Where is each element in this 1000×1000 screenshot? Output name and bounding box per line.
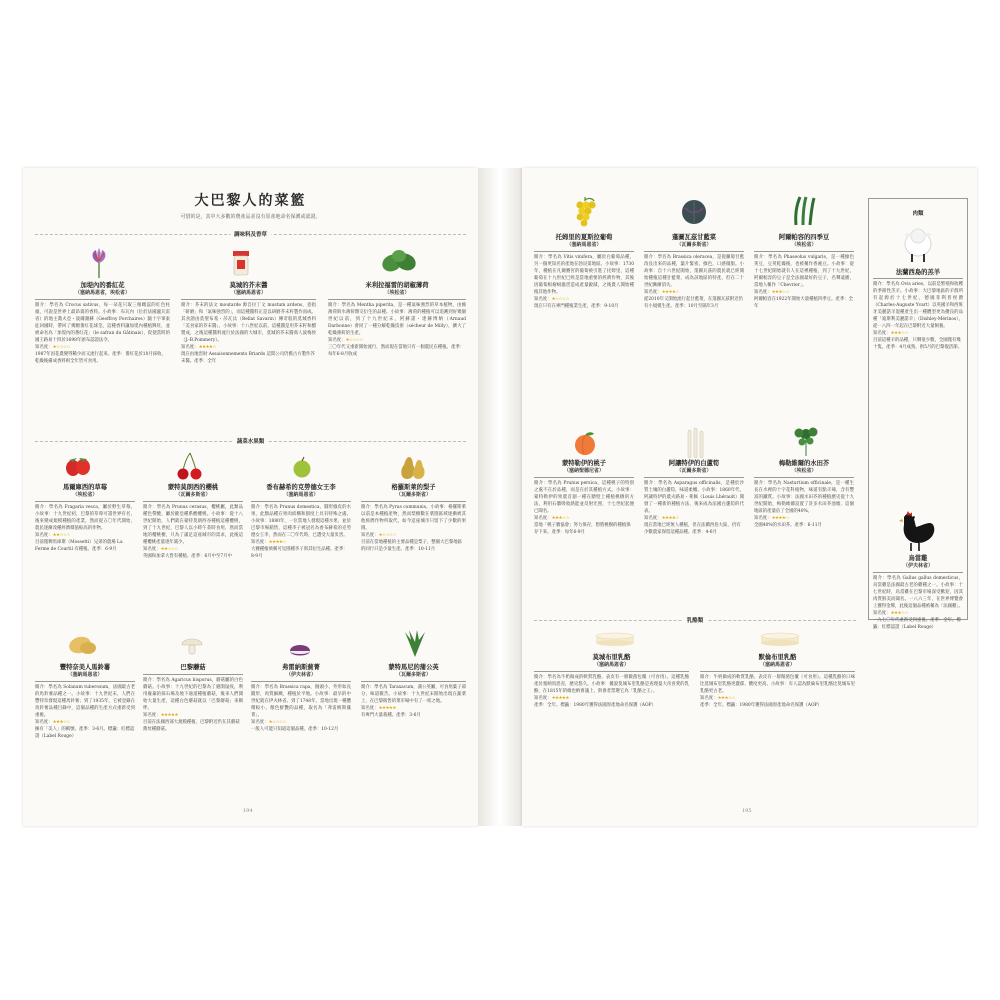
fruit-entry-pear <box>361 484 466 553</box>
spice-entry-saffron <box>35 282 170 365</box>
section-spices-label: 調味料及香草 <box>230 230 271 238</box>
page-title: 大巴黎人的菜籃 <box>194 193 307 209</box>
rule <box>143 501 243 502</box>
item-text: 簡介：學名為 Mentha piperita，是一種氣味強烈的草本植物，由綠薄荷與水薄荷雜交衍生的品種。小故事：薄荷的種植可以追溯到好幾個世紀以前，到了十九世紀末，阿赫諾・達赫博納（Arnaud Darbonne）會同了一種分解乾燥技術（sécheur de Milly），擴大了乾燥薄荷的生產。 <box>328 303 466 336</box>
rating-label: 知名度： <box>35 720 53 725</box>
item-text: 簡介：芥末的法文 moutarde 源自拉丁文 mustum ardens，意指「研磨」和「氣味強烈的」，而這種醬料正是以研磨芥末籽製作而成。其食譜由莫聖布希・莎瓦汰（Bellat Savarin）傳奇般的莫城香料「美食家的芥末醬」。小故事：十八世紀以前，這種醬是用芥末籽和醋製成，之後這種醬料流行於法國的大城市，莫城的芥末醬商人波梅侯（J.-B.Pommery）。 <box>181 303 316 343</box>
item-name: 蒙特馬尼的蒲公英 <box>388 664 439 671</box>
rating-stars: ★☆☆☆☆ <box>268 720 286 725</box>
item-text: 簡介：學名為 Fragaria vesca，屬於野生草莓。小故事：十九世紀初，巴黎的草莓可謂世界有名，後來變成規模種植的產業，然而從五〇年代開始，農民逐漸改種經濟價值較高的作物。 <box>35 505 135 531</box>
item-name: 默倫布里乳酪 <box>758 654 797 661</box>
rating-label: 知名度： <box>873 331 891 336</box>
item-text: 簡介：學名為牛奶做成的軟質乳酪，表皮有一層微菌包覆（可食用）。這種乳酪產於塞納馬恩省，歷史悠久。小故事：據說莫城布里乳酪是查理曼大帝喜愛的乳酪，在1815年的維也納會議上，與會者票選它為「乳酪之王」。 <box>534 675 689 694</box>
item-note: 產季：全年。標籤：1980年獲得法國原產地命名保護（AOP） <box>700 703 822 708</box>
rule <box>534 251 634 252</box>
fruit-entry-cherry <box>143 484 243 560</box>
rating-label: 知名度： <box>143 713 161 718</box>
rule <box>700 671 855 672</box>
item-place: （埃松省） <box>72 492 98 498</box>
item-place: （塞納馬恩省） <box>283 492 319 498</box>
meat-entry-houdan-chicken <box>873 555 963 631</box>
rating <box>644 515 744 522</box>
item-note: 全國40%的水田芥。產季：6-11月 <box>754 523 822 528</box>
page-number: 195 <box>742 808 752 814</box>
rating-label: 知名度： <box>534 696 552 701</box>
item-name: 烏當雞 <box>908 555 928 562</box>
asparagus-icon <box>684 426 706 458</box>
item-note: 一九七〇年代重新受到重視。產季：全年。標籤：紅標認證（Label Rouge） <box>873 618 961 630</box>
item-text: 簡介：學名為 Gallus gallus domesticus，烏當雞是法國最古老的雞種之一。小故事：十七世紀時，烏當雞在巴黎市場深受歡迎，因其肉質鮮美而聞名。一八六三年，在世界博覽會上獲得金牌，此後這個品種被稱為「法國雞」。 <box>873 576 964 609</box>
item-place: （瓦爾多斯省） <box>676 468 712 474</box>
rating-label: 知名度： <box>328 338 346 343</box>
rating-stars: ★★☆☆☆ <box>160 547 178 552</box>
left-page <box>23 168 478 826</box>
item-name: 格羅斯萊的梨子 <box>391 484 436 491</box>
item-name: 馬爾庫西的草莓 <box>62 484 108 491</box>
rating-label: 知名度： <box>361 706 379 711</box>
item-place: （瓦爾多斯省） <box>175 492 211 498</box>
rating-label: 知名度： <box>361 533 379 538</box>
item-name: 豐特奈美人馬鈴薯 <box>59 664 111 671</box>
item-place: （瓦爾多斯省） <box>676 242 712 248</box>
meat-entry-lamb <box>873 269 963 351</box>
item-name: 巴黎蘑菇 <box>180 664 206 671</box>
rating <box>873 610 963 617</box>
rating-stars: ★★★☆☆ <box>52 720 70 725</box>
rooster-icon <box>894 509 936 553</box>
item-name: 弗雷納斯蕪菁 <box>282 664 320 671</box>
item-note: 一般人可能只知道這個品種。產季：10-12月 <box>251 727 339 732</box>
rule <box>35 299 170 300</box>
page-number: 194 <box>243 808 253 814</box>
rating-stars: ★★★★★ <box>551 696 569 701</box>
dandelion-leaves-icon <box>399 628 431 658</box>
spice-entry-mustard <box>181 282 316 365</box>
page-subtitle: 可惜的是，其中大多數的農產品並沒有原產地命名保護或認證。 <box>180 214 321 220</box>
rule <box>644 251 744 252</box>
item-text: 簡介：學名為 Vitis vinifera，屬於白葡萄品種，另一個更知名的產地在勃艮第地區。小故事：1730年，種植在凡爾賽宮的葡萄被引進了托姆里，這種葡萄在十九世紀已經是當地重要的經濟作物，其後因葡萄根瘤蚜蟲害造成產量銳減，之後農人開始種植其他作物。 <box>534 255 634 295</box>
mint-leaves-icon <box>379 248 419 276</box>
rating <box>35 532 135 539</box>
item-text: 簡介：學名為 Nasturtium officinale，是一種生長在水裡的十字花科植物，味道有點辛辣，含有豐富的鐵質。小故事：法國水田芥的種植歷史從十九世紀開始，梅勒維爾設置了許多水田芥池塘，這個地區的產量佔了全國的40%。 <box>754 481 854 514</box>
rating-label: 知名度： <box>754 290 772 295</box>
rating-stars: ★★★★☆ <box>198 345 216 350</box>
rating <box>181 344 316 351</box>
item-note: 大賽種植被稱可見園種李子與其衍生品種。產季：8-9月 <box>251 547 348 559</box>
rating <box>35 344 170 351</box>
section-dairy-label: 乳酪類 <box>683 616 708 624</box>
item-name: 阿讓特伊的白蘆筍 <box>668 460 720 467</box>
veg-entry-dandelion <box>361 664 466 719</box>
rating-label: 知名度： <box>644 290 662 295</box>
rating-stars: ★★★☆☆ <box>890 611 908 616</box>
rule <box>754 251 854 252</box>
rating-label: 知名度： <box>754 516 772 521</box>
item-note: 1987年因花農變得稀少而又流行起來。產季：番紅花於10月採收，乾燥後備成香料則全年皆可食用。 <box>35 352 166 364</box>
item-note: 目前在當地種植的主要品種是梨子，整個大巴黎地區的同行只是少量生產。產季：10-11月 <box>361 540 462 552</box>
rating <box>328 337 466 344</box>
item-place: （塞納馬恩省） <box>230 290 266 296</box>
item-text: 簡介：學名為 Crocus sativus，每一朵花只取三根雌蕊的紅色柱頭，可說是世界上最昂貴的香料。小故事：布瓦內（位於法國盧瓦雷省）的地主喬夫亞・波爾謝赫（Geoffroy Porchaires）隨十字軍東征回國時，帶回了幾顆番紅花球莖。這種香料讓加堤內種植興旺，並被命名為「加堤內的番紅花」（le safran du Gâtinais），促使當時的國王路易十四於1698年頒布認證法令。 <box>35 303 170 343</box>
item-place: （塞納馬恩省） <box>759 662 795 668</box>
item-place: （塞納馬恩省） <box>566 242 602 248</box>
entry-peach <box>534 460 634 536</box>
green-beans-icon <box>791 196 819 226</box>
rating-stars: ★★★★★ <box>378 706 396 711</box>
rating-label: 知名度： <box>534 297 552 302</box>
item-note: 產季：全年。標籤：1980年獲得法國原產地命名保護（AOP） <box>534 703 656 708</box>
item-name: 蒙特莫朗西的櫻桃 <box>167 484 219 491</box>
item-name: 加堤內的番紅花 <box>80 282 125 289</box>
rating-stars: ★★★☆☆ <box>717 696 735 701</box>
rating <box>361 532 466 539</box>
rating <box>644 289 744 296</box>
rule <box>644 477 744 478</box>
rule <box>873 572 963 573</box>
item-name: 莫城的芥末醬 <box>229 282 268 289</box>
rating <box>35 719 135 726</box>
item-note: 有專門大量栽種。產季：3-6月 <box>361 713 421 718</box>
entry-green-beans <box>754 234 854 310</box>
section-fruit-label: 蔬菜水果類 <box>233 437 269 445</box>
item-text: 簡介：學名為 Solanum tuberosum，法國最古老的馬鈴薯品種之一。小故事：十九世紀末，人們在豐特奈發現這種馬鈴薯；到了1935年，它被登錄在馬鈴薯品種目錄中，這個品種的生產方式重新受到重視。 <box>35 685 135 718</box>
brie-cheese-icon <box>594 630 636 648</box>
entry-cabbage <box>644 234 744 310</box>
right-page <box>522 168 977 826</box>
rating-stars: ★★★★★ <box>160 713 178 718</box>
entry-asparagus <box>644 460 744 536</box>
cheese-entry-meaux <box>534 654 689 709</box>
item-place: （塞納聖德尼省） <box>563 468 604 474</box>
item-text: 簡介：學名為 Agaricus bisporus，蘑菇屬的白色蘑菇。小故事：十九世紀的巴黎為了避開鼠疫，利用廢棄的採石場及地下通道種植蘑菇，後來人們開始大量生產，這種白色蘑菇就以「巴黎蘑菇」來稱呼。 <box>143 678 243 711</box>
item-name: 米利拉福雷的胡椒薄荷 <box>365 282 429 289</box>
watercress-icon <box>792 426 820 456</box>
item-name: 阿爾帕容的四季豆 <box>778 234 830 241</box>
item-name: 法蘭西島的羔羊 <box>895 269 941 276</box>
rating-label: 知名度： <box>181 345 199 350</box>
rule <box>534 477 634 478</box>
item-note: 目前僅剩馬庫斯（Mossetti）兄弟的農場 La Ferme de Courtil 有種植。產季：6-9月 <box>35 540 123 552</box>
item-name: 蓬圖瓦茲甘藍菜 <box>671 234 717 241</box>
item-note: 英國和加拿大皆有種植。產季：6月中至7月中 <box>143 554 233 559</box>
rating <box>251 719 351 726</box>
item-text: 簡介：學名為 Taraxacum，蒲公英屬，可食用葉子部分，味道微苦。小故事：十九世紀末開始出現在蔬菜上，在巴黎販售的菜市場中有了一席之地。 <box>361 685 466 704</box>
rating <box>873 330 963 337</box>
rule <box>754 477 854 478</box>
rule <box>251 681 351 682</box>
rating <box>251 539 351 546</box>
rule <box>328 299 466 300</box>
item-place: （塞納馬恩省） <box>67 672 103 678</box>
plum-icon <box>291 456 313 478</box>
item-note: 擁有「美人」的稱號。產季：3-6月。標籤：紅標認證（Label Rouge） <box>35 727 135 739</box>
item-text: 簡介：學名為 Brassica oleracea，是從蘿蔔甘藍改良出來的品種，葉片緊密、綠色，口感微甜。小故事：自十六世紀開始，蓬圖瓦茲的農民就已經開始種植這種甘藍菜，成為該地區的特產，但在二十世紀漸漸消失。 <box>644 255 744 288</box>
item-name: 蒙特勒伊的桃子 <box>561 460 607 467</box>
item-place: （伊夫林省） <box>285 672 316 678</box>
section-dairy <box>534 620 856 631</box>
veg-entry-mushroom <box>143 664 243 733</box>
rating-label: 知名度： <box>700 696 718 701</box>
cherry-icon <box>176 451 204 481</box>
peach-icon <box>572 430 598 456</box>
rule <box>361 501 466 502</box>
turnip-icon <box>285 633 315 659</box>
fruit-entry-plum <box>251 484 351 560</box>
rating <box>143 712 243 719</box>
rating-stars: ★☆☆☆☆ <box>345 338 363 343</box>
item-note: 從2010年又開始流行起甘藍菜，在蓬圖瓦茲附近仍有小規模生產。產季：10月至隔年3月 <box>644 297 743 309</box>
rating-label: 知名度： <box>534 516 552 521</box>
rating <box>143 546 243 553</box>
item-place: （伊夫林省） <box>902 563 933 569</box>
rating <box>361 705 466 712</box>
spice-entry-mint <box>328 282 466 358</box>
item-place: （埃松省） <box>791 468 817 474</box>
item-name: 莫城布里乳酪 <box>592 654 631 661</box>
item-note: 目前這種羊的品種，只剩很少數，全國僅有幾十隻。產季：4月成熟，供5月的巴黎復活節。 <box>873 338 963 350</box>
item-note: 阿爾帕容在1922年開始大量種植四季豆。產季：全年 <box>754 297 853 309</box>
item-text: 簡介：學名為 Prunus domestica，圓形綠皮的水果，此類品種在果肉結構和甜度上具有特殊之處。小故事：1880年，一位當地人發現這種水果，並於巴黎市場銷售，這種李子被冠名為香布赫希的克勞德女王李，然而在二〇年代時，已遭受大量災害。 <box>251 505 351 538</box>
rating-stars: ★★★☆☆ <box>551 516 569 521</box>
potato-icon <box>68 633 98 657</box>
entry-watercress <box>754 460 854 529</box>
strawberry-icon <box>65 454 91 478</box>
rating <box>700 695 855 702</box>
rating <box>754 515 854 522</box>
item-note: 現在由地窖財 Assaisonnements Briards 這間公司仍舊古方製作芥末醬。產季：全年 <box>181 352 315 364</box>
item-text: 簡介：學名為 Prunus persica，這種桃子的特別之處不在於品種，而是在於其種植方式。小故事：蒙特勒伊的果農首創一種在牆壁上種植桃樹的方法，利用石牆吸收熱能並反射光照，十七世紀起便已聞名。 <box>534 481 634 514</box>
item-name: 香布赫希的克勞德女王李 <box>266 484 336 491</box>
rating-label: 知名度： <box>873 611 891 616</box>
saffron-flower-icon <box>85 248 113 278</box>
item-text: 簡介：學名為 Asparagus officinalis，是種於沙質土壤的白蘆筍，味道柔嫩。小故事：1860年代，阿讓特伊的農夫路易・萊佩（Louis Lhérault）開發了一種新的種植方法，後來成為法國白蘆筍的代表。 <box>644 481 744 514</box>
rating-stars: ★☆☆☆☆ <box>378 533 396 538</box>
rating-stars: ★★★☆☆ <box>771 290 789 295</box>
item-place: （瓦爾多斯省） <box>395 672 431 678</box>
rating <box>534 515 634 522</box>
section-spices <box>35 234 466 245</box>
item-note: 現在只有在專門種植業生產，產季：9-10月 <box>534 304 619 309</box>
item-place: （埃松省） <box>384 290 410 296</box>
rating <box>754 289 854 296</box>
entry-grapes <box>534 234 634 310</box>
rule <box>361 681 466 682</box>
item-text: 簡介：學名為 Prunus cerasus，櫻桃屬，此類品種色帶酸，屬於歐亞種系酸櫻桃。小故事：從十八世紀開始，人們就在蒙特莫朗西谷種植這種櫻桃，到了十九世紀，巴黎人以小時午茶時食用，然而當地的櫻桃樹，只為了滿足這座城市的需求，此後這種櫻桃產量逐年減少。 <box>143 505 243 545</box>
item-text: 簡介：牛奶做成的軟質乳酪，表皮有一層微菌包覆（可食用）。這種乳酪的口味比莫城布里乳酪更濃郁、酸度更高。小故事：有人認為默倫布里乳酪比莫城布里乳酪更古老。 <box>700 675 855 694</box>
item-text: 簡介：學名為 Ovis aries，以前是繁殖和收穫的季節性羔羊。小故事：大巴黎地區的羊群所有起源於十七世紀，德國菲利普侯爵（Charles-Auguste Yvart）以英國羊和西班牙美麗諾羊混種產生出一種體型更為優良的品種「迪斯利美麗諾羊」（Dishley-Mérinos），從一八四一年起在巴黎附近大量飼養。 <box>873 282 963 329</box>
pear-icon <box>399 451 427 481</box>
item-place: （埃松省） <box>791 242 817 248</box>
fruit-entry-strawberry <box>35 484 135 553</box>
item-note: 目前在法國西部大規模種植，巴黎附近仍在其蘑菇舊址種蘑菇。 <box>143 720 240 732</box>
veg-entry-potato <box>35 664 135 740</box>
lamb-icon <box>899 224 937 264</box>
rule <box>534 671 689 672</box>
rating-label: 知名度： <box>251 720 269 725</box>
mushroom-icon <box>180 633 204 657</box>
sidebar-label: 肉類 <box>912 211 924 217</box>
item-place: （塞納馬恩省，埃松省） <box>74 290 130 296</box>
rating-stars: ★☆☆☆☆ <box>551 297 569 302</box>
rating-label: 知名度： <box>644 516 662 521</box>
item-text: 簡介：學名為 Phaseolus vulgaris，是一種綠色莢豆，豆莢乾燥後，也被稱作香豌豆。小故事：從十七世紀開始就有人在這裡種植，到了十九世紀，阿爾帕容的豆子是全法國最好的豆子，名聲遠播，當地人稱作「Chevrier」。 <box>754 255 854 288</box>
brie-cheese-icon <box>759 630 801 648</box>
meat-sidebar <box>868 198 968 630</box>
rule <box>35 501 135 502</box>
rating-stars: ★☆☆☆☆ <box>52 345 70 350</box>
item-note: 現在當地已經無人種植，但在法蘭西島大區，仍有少數農家保留這種品種。產季：4-6月 <box>644 523 741 535</box>
rating <box>534 296 634 303</box>
item-text: 簡介：學名為 Pyrus communis。小故事：格羅斯萊以前是本種植產物，然而梨樹數在菜園區域逐漸被其他經濟作物所取代，如今這座城市只留下了少數的果園。 <box>361 505 466 531</box>
cabbage-icon <box>679 198 709 226</box>
veg-entry-turnip <box>251 664 351 733</box>
cheese-entry-melun <box>700 654 855 709</box>
item-name: 托姆里的夏斯拉葡萄 <box>555 234 613 241</box>
rating <box>534 695 689 702</box>
mustard-jar-icon <box>230 248 252 276</box>
rating-stars: ★★☆☆☆ <box>52 533 70 538</box>
rating-label: 知名度： <box>143 547 161 552</box>
rating-stars: ★★★★☆ <box>661 290 679 295</box>
item-note: 三〇年代又重新開始流行，然而現在當地只有一個農民在種植。產季：每年6-8月收成 <box>328 345 465 357</box>
rule <box>873 278 963 279</box>
item-place: （瓦爾多斯省） <box>395 492 431 498</box>
rating-stars: ★★★★☆ <box>661 516 679 521</box>
rating-label: 知名度： <box>35 345 53 350</box>
item-text: 簡介：學名為 Brassica rapa，個頭小、外形如長圓形，肉質細緻，種植於平地。小故事：最早的中世紀就在伊夫林省。到了1748年，當地出現一種體積較小、顏色鮮艷的品種，取名為「弗雷納斯蕪菁」。 <box>251 685 351 718</box>
book-gutter <box>478 168 522 826</box>
item-note: 當地「桃子牆協會」努力保存，想將桃樹的種植保存下來。產季：每年6-9月 <box>534 523 631 535</box>
item-name: 梅勒維爾的水田芥 <box>778 460 830 467</box>
rating-stars: ★★★☆☆ <box>890 331 908 336</box>
rule <box>35 681 135 682</box>
rule <box>251 501 351 502</box>
rule <box>181 299 316 300</box>
item-place: （塞納馬恩省） <box>593 662 629 668</box>
rating-label: 知名度： <box>251 540 269 545</box>
rule <box>143 674 243 675</box>
rating-label: 知名度： <box>35 533 53 538</box>
rating-stars: ★★★★☆ <box>268 540 286 545</box>
grapes-icon <box>572 196 598 228</box>
rating-stars: ★★★★☆ <box>771 516 789 521</box>
